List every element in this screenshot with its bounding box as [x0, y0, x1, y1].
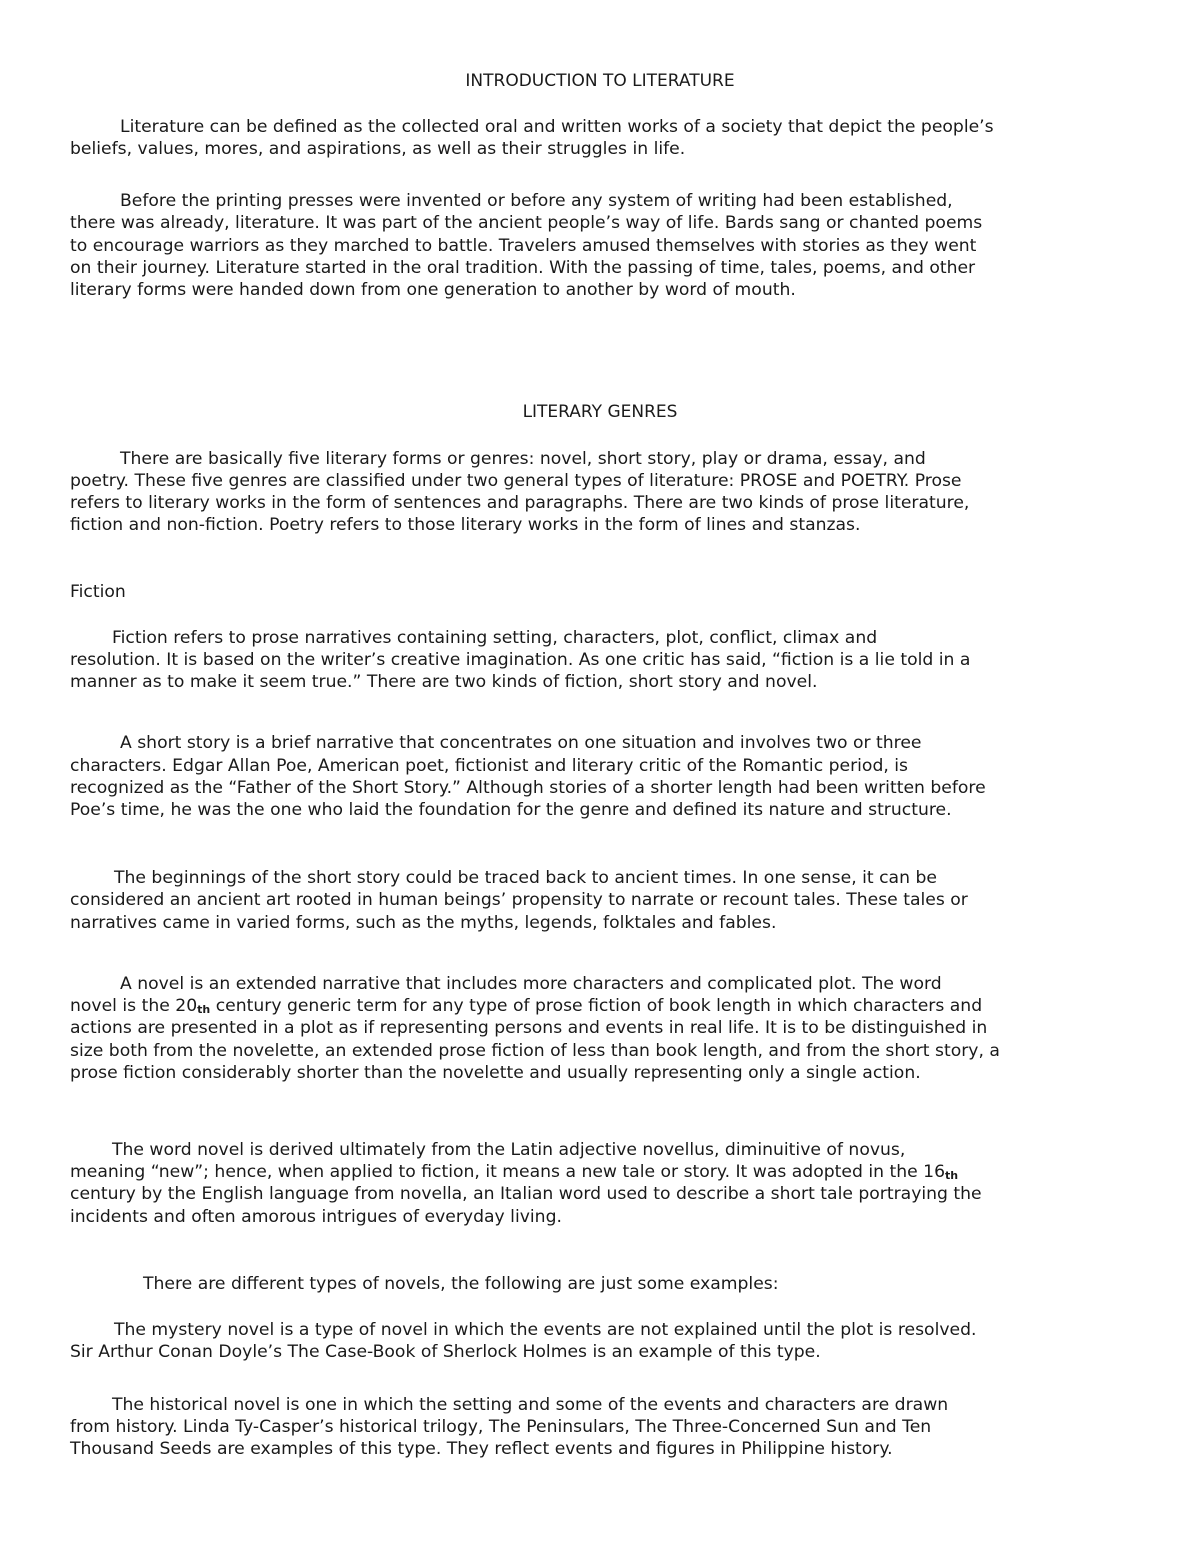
novel-types-intro: There are different types of novels, the following are just some examples:	[143, 1274, 779, 1294]
text-line: there was already, literature. It was part of the ancient people’s way of life. Bards sang or chanted poems	[70, 213, 983, 233]
text-line: The word novel is derived ultimately from the Latin adjective novellus, diminuitive of novus,	[112, 1140, 906, 1160]
text-line: on their journey. Literature started in the oral tradition. With the passing of time, tales, poems, and other	[70, 258, 976, 278]
text-line: to encourage warriors as they marched to battle. Travelers amused themselves with stories as they went	[70, 236, 977, 256]
text-line: Before the printing presses were invented or before any system of writing had been established,	[120, 191, 953, 211]
text-line: characters. Edgar Allan Poe, American poet, fictionist and literary critic of the Romantic period, is	[70, 756, 909, 776]
text-line: The mystery novel is a type of novel in which the events are not explained until the plot is resolved.	[114, 1320, 977, 1340]
text-line: actions are presented in a plot as if representing persons and events in real life. It is to be distinguished in	[70, 1018, 988, 1038]
text-line: prose fiction considerably shorter than the novelette and usually representing only a single action.	[70, 1063, 921, 1083]
text-line: fiction and non-fiction. Poetry refers to those literary works in the form of lines and stanzas.	[70, 515, 861, 535]
text-line: resolution. It is based on the writer’s creative imagination. As one critic has said, “fiction is a lie told in a	[70, 650, 971, 670]
text-line: Poe’s time, he was the one who laid the foundation for the genre and defined its nature and structure.	[70, 800, 952, 820]
text-line: manner as to make it seem true.” There are two kinds of fiction, short story and novel.	[70, 672, 818, 692]
text-line: narratives came in varied forms, such as the myths, legends, folktales and fables.	[70, 913, 777, 933]
ordinal-suffix: th	[197, 1003, 211, 1016]
text-line: poetry. These five genres are classified under two general types of literature: PROSE and POETRY. Prose	[70, 471, 962, 491]
text-line: century by the English language from novella, an Italian word used to describe a short tale portraying the	[70, 1184, 982, 1204]
section-heading-fiction: Fiction	[70, 582, 126, 602]
text-line: from history. Linda Ty-Casper’s historical trilogy, The Peninsulars, The Three-Concerned Sun and Ten	[70, 1417, 932, 1437]
text-line: beliefs, values, mores, and aspirations, as well as their struggles in life.	[70, 139, 686, 159]
text-line: refers to literary works in the form of sentences and paragraphs. There are two kinds of prose literature,	[70, 493, 970, 513]
section-heading-genres: LITERARY GENRES	[522, 402, 678, 422]
text-line: Fiction refers to prose narratives containing setting, characters, plot, conflict, climax and	[112, 628, 878, 648]
text-fragment: novel is the 20	[70, 996, 198, 1016]
text-line: Literature can be defined as the collected oral and written works of a society that depict the people’s	[120, 117, 994, 137]
text-fragment: meaning “new”; hence, when applied to fiction, it means a new tale or story. It was adopted in the 16	[70, 1162, 945, 1182]
text-line: A short story is a brief narrative that concentrates on one situation and involves two or three	[120, 733, 922, 753]
text-line: size both from the novelette, an extended prose fiction of less than book length, and from the short story, a	[70, 1041, 1000, 1061]
text-line: recognized as the “Father of the Short Story.” Although stories of a shorter length had been written before	[70, 778, 986, 798]
text-line: Sir Arthur Conan Doyle’s The Case-Book of Sherlock Holmes is an example of this type.	[70, 1342, 821, 1362]
text-line: Thousand Seeds are examples of this type. They reflect events and figures in Philippine history.	[70, 1439, 893, 1459]
text-line: considered an ancient art rooted in human beings’ propensity to narrate or recount tales. These tales or	[70, 890, 968, 910]
text-line: The historical novel is one in which the setting and some of the events and characters are drawn	[112, 1395, 949, 1415]
text-line: The beginnings of the short story could be traced back to ancient times. In one sense, it can be	[114, 868, 937, 888]
text-fragment: century generic term for any type of prose fiction of book length in which characters and	[210, 996, 983, 1016]
document-title: INTRODUCTION TO LITERATURE	[465, 71, 735, 91]
text-line: incidents and often amorous intrigues of everyday living.	[70, 1207, 562, 1227]
text-line: literary forms were handed down from one generation to another by word of mouth.	[70, 280, 796, 300]
text-line: A novel is an extended narrative that includes more characters and complicated plot. The word	[120, 974, 942, 994]
text-line: There are basically five literary forms or genres: novel, short story, play or drama, essay, and	[120, 449, 926, 469]
ordinal-suffix: th	[945, 1169, 959, 1182]
